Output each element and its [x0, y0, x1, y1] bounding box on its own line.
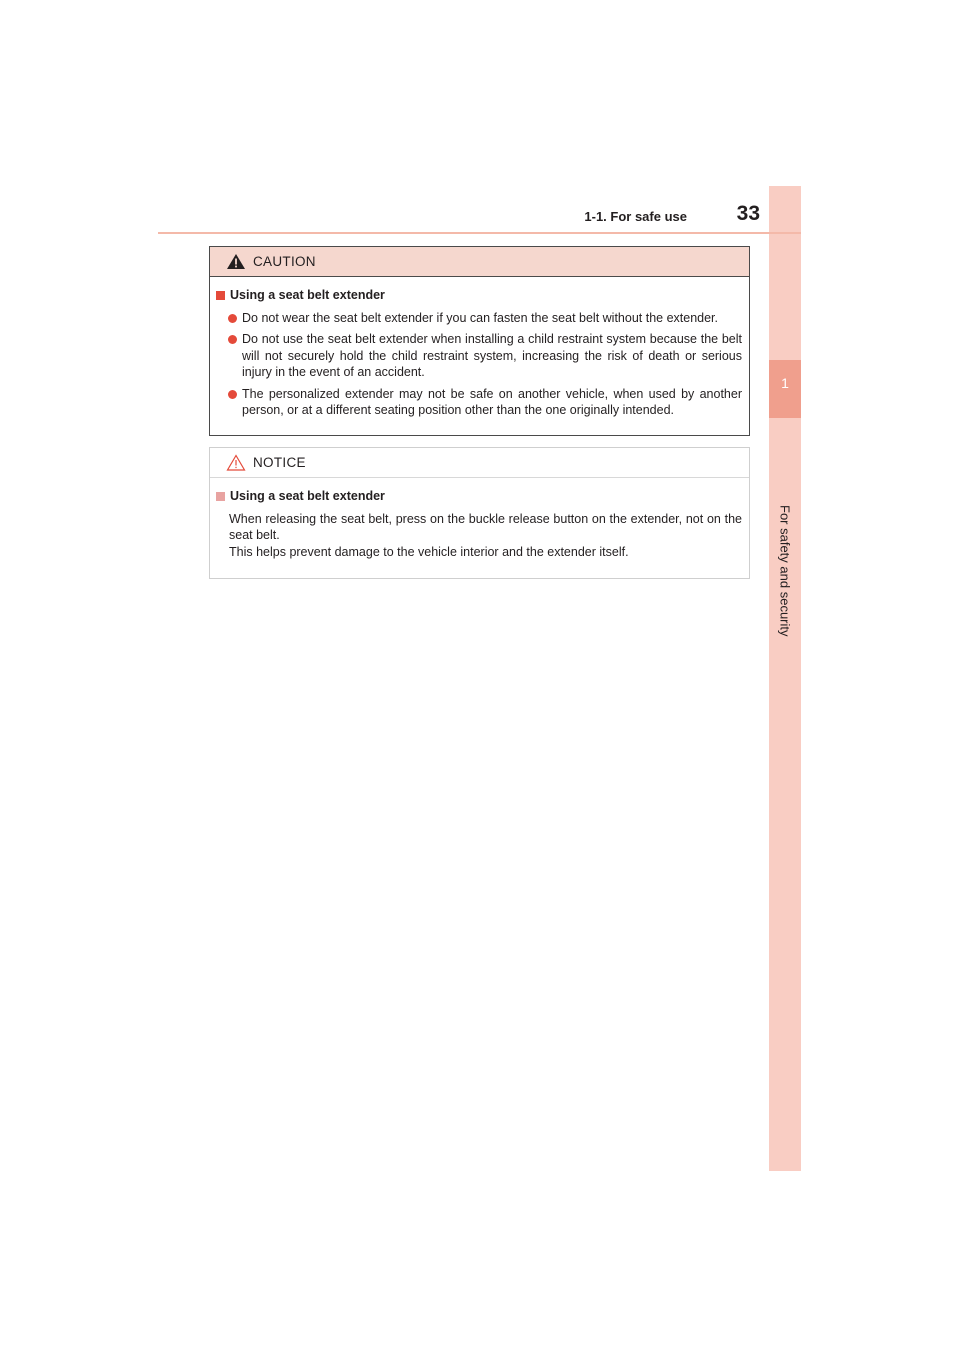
caution-header — [210, 247, 749, 277]
notice-box — [209, 447, 750, 579]
square-bullet-icon — [216, 291, 225, 300]
notice-header — [210, 448, 749, 478]
caution-bullet-text: Do not wear the seat belt extender if you can fasten the seat belt without the extender. — [242, 310, 718, 325]
caution-box — [209, 246, 750, 436]
notice-paragraph: This helps prevent damage to the vehicle interior and the extender itself. — [229, 544, 629, 559]
notice-label: NOTICE — [253, 455, 306, 470]
warning-triangle-icon — [226, 253, 246, 270]
caution-bullet-text: The personalized extender may not be safe on another vehicle, when used by another person, or at a different seating position other than the one originally intended. — [242, 386, 742, 417]
side-tab-strip — [769, 186, 801, 1171]
caution-body — [210, 277, 749, 419]
caution-heading — [216, 287, 742, 304]
notice-body — [210, 478, 749, 560]
circle-bullet-icon — [228, 314, 237, 323]
caution-bullet — [228, 331, 742, 381]
chapter-title-container — [760, 505, 810, 637]
notice-heading — [216, 488, 742, 505]
section-title: 1-1. For safe use — [584, 209, 687, 224]
chapter-title: For safety and security — [777, 505, 793, 637]
notice-heading-text: Using a seat belt extender — [230, 489, 385, 503]
caution-label: CAUTION — [253, 254, 316, 269]
caution-bullet-text: Do not use the seat belt extender when installing a child restraint system because the belt will not securely hold the child restraint system, increasing the risk of death or serious injury in the event of an accident. — [242, 332, 742, 379]
caution-bullet — [228, 310, 742, 327]
warning-outline-icon — [226, 454, 246, 471]
header-rule — [158, 232, 801, 234]
circle-bullet-icon — [228, 390, 237, 399]
notice-paragraph: When releasing the seat belt, press on the buckle release button on the extender, not on the seat belt. — [229, 511, 742, 542]
caution-bullet — [228, 386, 742, 419]
chapter-number: 1 — [781, 375, 789, 391]
circle-bullet-icon — [228, 335, 237, 344]
square-bullet-icon — [216, 492, 225, 501]
page-number: 33 — [736, 202, 760, 225]
caution-heading-text: Using a seat belt extender — [230, 288, 385, 302]
